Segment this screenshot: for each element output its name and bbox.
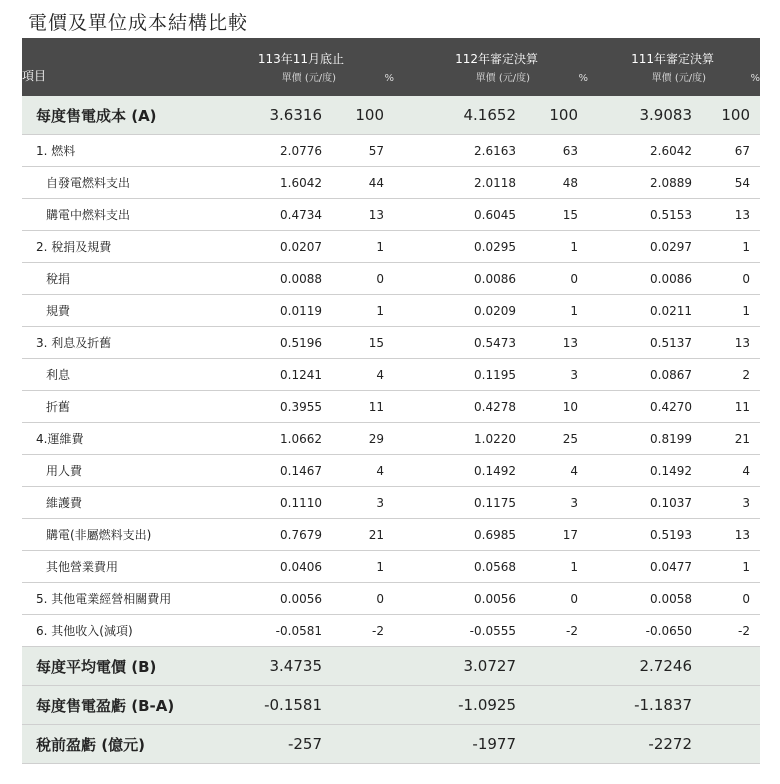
value-112: 0.6045 — [394, 199, 530, 231]
value-111: 3.9083 — [588, 96, 706, 135]
pct-113: 4 — [336, 455, 394, 487]
row-label: 1. 燃料 — [22, 135, 208, 167]
cost-structure-table — [22, 38, 760, 764]
row-label: 2. 稅捐及規費 — [22, 231, 208, 263]
value-111: 0.8199 — [588, 423, 706, 455]
value-112: 2.6163 — [394, 135, 530, 167]
pct-112: 3 — [530, 359, 588, 391]
header-period-1-pct: % — [384, 73, 394, 84]
value-113: 3.6316 — [208, 96, 336, 135]
value-111: 0.1037 — [588, 487, 706, 519]
pct-113: 21 — [336, 519, 394, 551]
value-113: -0.0581 — [208, 615, 336, 647]
pct-111: 1 — [706, 231, 760, 263]
value-112: 0.4278 — [394, 391, 530, 423]
pct-113: 11 — [336, 391, 394, 423]
row-label: 3. 利息及折舊 — [22, 327, 208, 359]
table-row — [22, 519, 760, 551]
table-row — [22, 135, 760, 167]
table-row — [22, 551, 760, 583]
pct-112: 25 — [530, 423, 588, 455]
value-113: 2.0776 — [208, 135, 336, 167]
table-row — [22, 423, 760, 455]
pct-113 — [336, 686, 394, 725]
value-111: 0.0058 — [588, 583, 706, 615]
row-label: 維護費 — [22, 487, 208, 519]
pct-113: 15 — [336, 327, 394, 359]
value-112: 0.0295 — [394, 231, 530, 263]
pct-113: 13 — [336, 199, 394, 231]
row-label: 每度售電成本 (A) — [22, 96, 208, 135]
row-label: 稅前盈虧 (億元) — [22, 725, 208, 764]
pct-111 — [706, 647, 760, 686]
pct-113: 4 — [336, 359, 394, 391]
value-112: 0.0209 — [394, 295, 530, 327]
pct-111: 100 — [706, 96, 760, 135]
value-111: 0.4270 — [588, 391, 706, 423]
table-row — [22, 487, 760, 519]
header-period-3-title: 111年審定決算 — [631, 52, 714, 66]
pct-112: 17 — [530, 519, 588, 551]
table-row — [22, 359, 760, 391]
value-112: 0.6985 — [394, 519, 530, 551]
row-label: 5. 其他電業經營相關費用 — [22, 583, 208, 615]
pct-113: 0 — [336, 263, 394, 295]
pct-112: 1 — [530, 551, 588, 583]
pct-111: 11 — [706, 391, 760, 423]
header-period-2 — [394, 38, 538, 96]
table-row — [22, 725, 760, 764]
pct-111: 4 — [706, 455, 760, 487]
value-112: 3.0727 — [394, 647, 530, 686]
value-112: -1977 — [394, 725, 530, 764]
pct-111: 13 — [706, 519, 760, 551]
pct-112 — [530, 647, 588, 686]
row-label: 規費 — [22, 295, 208, 327]
value-111: 0.0086 — [588, 263, 706, 295]
value-112: -0.0555 — [394, 615, 530, 647]
header-period-2-unit: 單價 (元/度) — [475, 73, 530, 84]
row-label: 每度平均電價 (B) — [22, 647, 208, 686]
table-row — [22, 96, 760, 135]
table-row — [22, 455, 760, 487]
pct-111: 0 — [706, 583, 760, 615]
value-112: 0.0568 — [394, 551, 530, 583]
row-label: 其他營業費用 — [22, 551, 208, 583]
row-label: 每度售電盈虧 (B-A) — [22, 686, 208, 725]
table-row — [22, 391, 760, 423]
row-label: 用人費 — [22, 455, 208, 487]
pct-112: 0 — [530, 263, 588, 295]
value-112: 1.0220 — [394, 423, 530, 455]
header-period-3-pct: % — [750, 73, 760, 84]
value-113: 0.4734 — [208, 199, 336, 231]
value-113: 0.0119 — [208, 295, 336, 327]
value-113: 0.0406 — [208, 551, 336, 583]
value-112: 0.0086 — [394, 263, 530, 295]
pct-112: 4 — [530, 455, 588, 487]
header-period-1-unit: 單價 (元/度) — [281, 73, 336, 84]
pct-111: 54 — [706, 167, 760, 199]
pct-112: 100 — [530, 96, 588, 135]
value-113: 0.0056 — [208, 583, 336, 615]
row-label: 6. 其他收入(減項) — [22, 615, 208, 647]
pct-113 — [336, 647, 394, 686]
value-113: 0.0207 — [208, 231, 336, 263]
pct-112 — [530, 686, 588, 725]
header-period-2-title: 112年審定決算 — [455, 52, 538, 66]
pct-113: 44 — [336, 167, 394, 199]
pct-112 — [530, 725, 588, 764]
table-row — [22, 327, 760, 359]
pct-111 — [706, 725, 760, 764]
row-label: 利息 — [22, 359, 208, 391]
value-112: 0.1195 — [394, 359, 530, 391]
pct-112: 10 — [530, 391, 588, 423]
value-111: 2.0889 — [588, 167, 706, 199]
pct-111: 67 — [706, 135, 760, 167]
value-111: 0.1492 — [588, 455, 706, 487]
page-title: 電價及單位成本結構比較 — [28, 12, 249, 34]
table-row — [22, 199, 760, 231]
pct-112: 48 — [530, 167, 588, 199]
header-period-2-pct: % — [578, 73, 588, 84]
pct-112: 1 — [530, 295, 588, 327]
pct-112: 63 — [530, 135, 588, 167]
value-111: 0.5137 — [588, 327, 706, 359]
table-row — [22, 167, 760, 199]
header-period-3-unit: 單價 (元/度) — [651, 73, 706, 84]
pct-113 — [336, 725, 394, 764]
pct-111: 2 — [706, 359, 760, 391]
pct-112: 1 — [530, 231, 588, 263]
pct-113: 57 — [336, 135, 394, 167]
value-113: 3.4735 — [208, 647, 336, 686]
pct-111: 21 — [706, 423, 760, 455]
pct-112: 15 — [530, 199, 588, 231]
pct-111: 0 — [706, 263, 760, 295]
row-label: 4.運維費 — [22, 423, 208, 455]
value-111: 2.6042 — [588, 135, 706, 167]
pct-111: 13 — [706, 327, 760, 359]
value-111: -1.1837 — [588, 686, 706, 725]
row-label: 折舊 — [22, 391, 208, 423]
value-112: 0.1175 — [394, 487, 530, 519]
pct-111: 1 — [706, 551, 760, 583]
value-111: 0.5153 — [588, 199, 706, 231]
table-row — [22, 295, 760, 327]
pct-113: 1 — [336, 231, 394, 263]
value-112: 0.1492 — [394, 455, 530, 487]
value-113: 1.6042 — [208, 167, 336, 199]
pct-113: 3 — [336, 487, 394, 519]
row-label: 稅捐 — [22, 263, 208, 295]
pct-112: 0 — [530, 583, 588, 615]
value-111: 0.5193 — [588, 519, 706, 551]
pct-111 — [706, 686, 760, 725]
header-period-1 — [208, 38, 344, 96]
pct-113: 100 — [336, 96, 394, 135]
value-112: -1.0925 — [394, 686, 530, 725]
value-113: 0.3955 — [208, 391, 336, 423]
value-113: 1.0662 — [208, 423, 336, 455]
table-row — [22, 615, 760, 647]
value-113: 0.0088 — [208, 263, 336, 295]
pct-113: 29 — [336, 423, 394, 455]
pct-112: 3 — [530, 487, 588, 519]
pct-112: -2 — [530, 615, 588, 647]
row-label: 購電中燃料支出 — [22, 199, 208, 231]
table-row — [22, 231, 760, 263]
pct-113: 1 — [336, 295, 394, 327]
value-111: -2272 — [588, 725, 706, 764]
value-113: -257 — [208, 725, 336, 764]
value-113: -0.1581 — [208, 686, 336, 725]
table-row — [22, 583, 760, 615]
value-111: 0.0211 — [588, 295, 706, 327]
pct-113: -2 — [336, 615, 394, 647]
value-111: 0.0477 — [588, 551, 706, 583]
table-header-row — [22, 38, 760, 96]
pct-111: -2 — [706, 615, 760, 647]
value-111: 0.0867 — [588, 359, 706, 391]
pct-112: 13 — [530, 327, 588, 359]
header-item: 項目 — [22, 69, 47, 83]
header-period-1-title: 113年11月底止 — [257, 52, 344, 66]
value-111: 0.0297 — [588, 231, 706, 263]
pct-111: 13 — [706, 199, 760, 231]
value-113: 0.1467 — [208, 455, 336, 487]
pct-113: 1 — [336, 551, 394, 583]
table-row — [22, 263, 760, 295]
table-row — [22, 647, 760, 686]
value-111: 2.7246 — [588, 647, 706, 686]
value-113: 0.1110 — [208, 487, 336, 519]
value-112: 2.0118 — [394, 167, 530, 199]
value-113: 0.1241 — [208, 359, 336, 391]
value-113: 0.7679 — [208, 519, 336, 551]
value-111: -0.0650 — [588, 615, 706, 647]
header-period-3 — [588, 38, 714, 96]
value-112: 0.0056 — [394, 583, 530, 615]
pct-113: 0 — [336, 583, 394, 615]
row-label: 購電(非屬燃料支出) — [22, 519, 208, 551]
value-112: 4.1652 — [394, 96, 530, 135]
value-112: 0.5473 — [394, 327, 530, 359]
pct-111: 1 — [706, 295, 760, 327]
table-row — [22, 686, 760, 725]
value-113: 0.5196 — [208, 327, 336, 359]
row-label: 自發電燃料支出 — [22, 167, 208, 199]
pct-111: 3 — [706, 487, 760, 519]
